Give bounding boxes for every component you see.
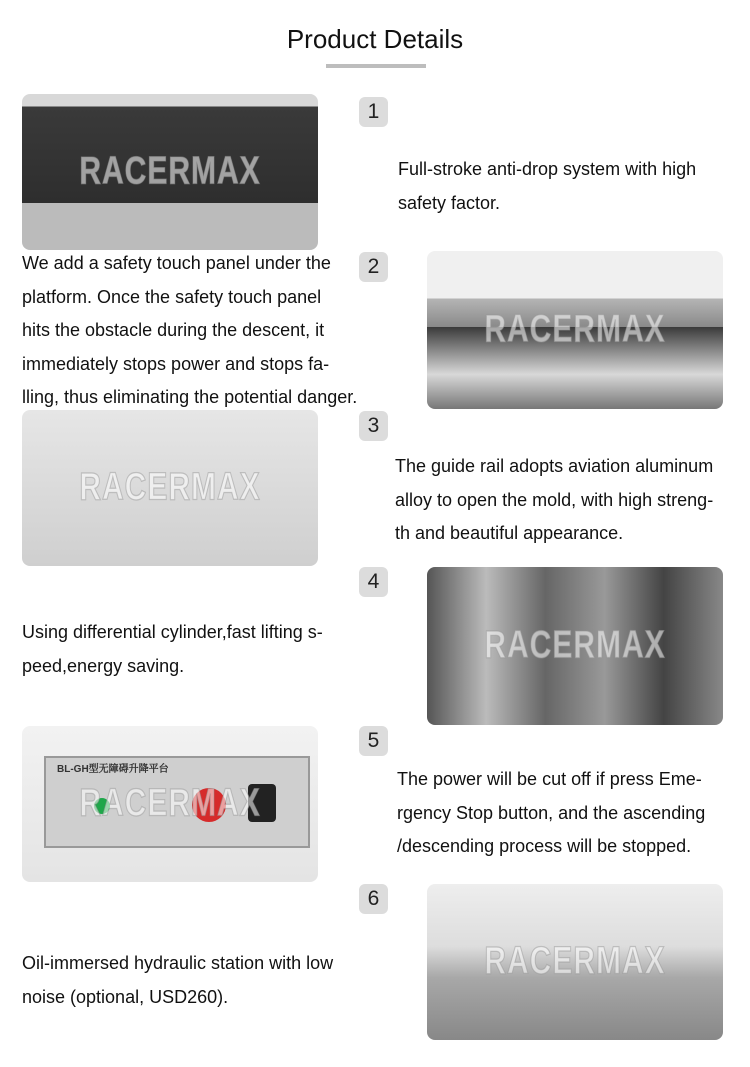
item-6-text: Oil-immersed hydraulic station with low noise (optional, USD260). — [22, 953, 334, 1007]
step-badge-6: 6 — [359, 884, 388, 914]
anti-drop-image: RACERMAX — [22, 94, 318, 250]
step-badge-4: 4 — [359, 567, 388, 597]
item-2-text: We add a safety touch panel under the platform. Once the safety touch panel hits the obstacle during the descent, it immediately stops power and stops fa- lling, thus eliminating the potential danger. — [22, 253, 358, 407]
guide-rail-image: RACERMAX — [22, 410, 318, 566]
item-4-text: Using differential cylinder,fast lifting s- peed,energy saving. — [22, 622, 323, 676]
item-3-text: The guide rail adopts aviation aluminum alloy to open the mold, with high streng- th and beautiful appearance. — [395, 456, 714, 543]
hydraulic-station-image: RACERMAX — [427, 884, 723, 1040]
safety-panel-image: RACERMAX — [427, 251, 723, 409]
cylinder-image: RACERMAX — [427, 567, 723, 725]
title-underline — [326, 64, 426, 68]
item-5-text: The power will be cut off if press Eme- rgency Stop button, and the ascending /descending process will be stopped. — [397, 769, 706, 856]
step-badge-2: 2 — [359, 252, 388, 282]
step-badge-1: 1 — [359, 97, 388, 127]
page-title: Product Details — [286, 24, 464, 54]
item-1-text: Full-stroke anti-drop system with high safety factor. — [398, 159, 697, 213]
step-badge-5: 5 — [359, 726, 388, 756]
control-panel-image: BL-GH型无障碍升降平台 RACERMAX — [22, 726, 318, 882]
step-badge-3: 3 — [359, 411, 388, 441]
